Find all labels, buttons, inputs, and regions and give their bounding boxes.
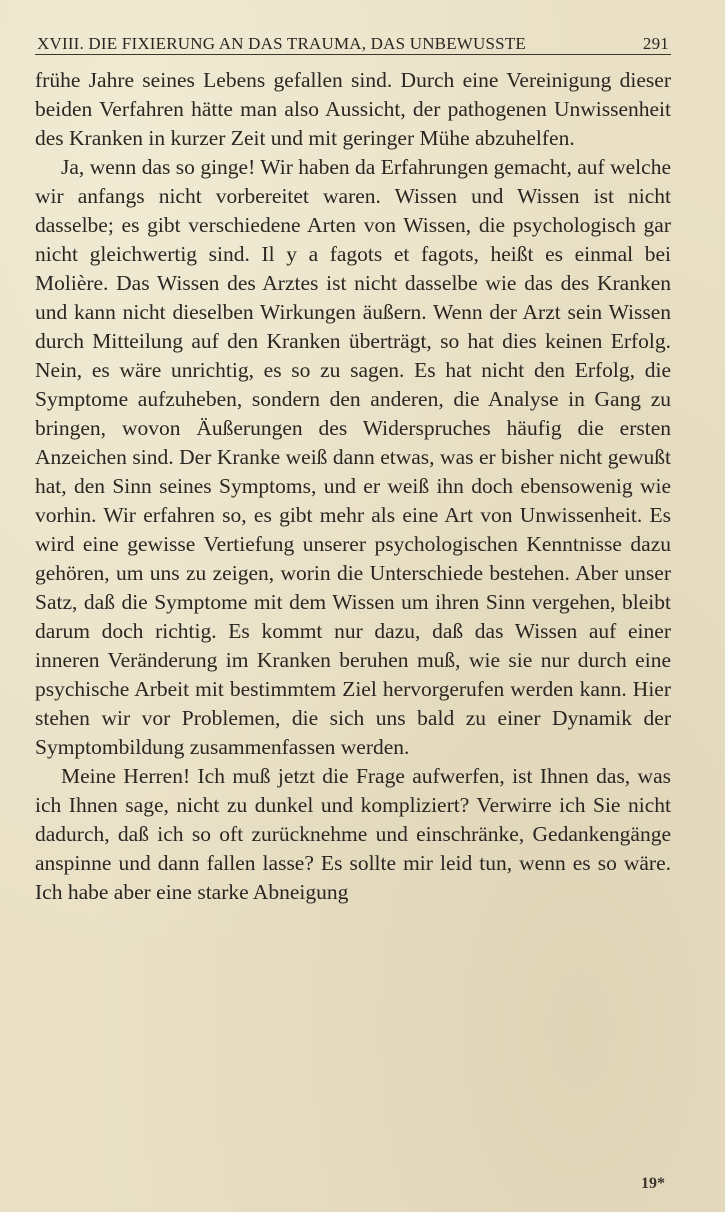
body-text bbox=[35, 66, 671, 907]
signature-mark: 19* bbox=[641, 1175, 665, 1192]
page-number: 291 bbox=[642, 34, 669, 53]
paragraph-continuation: frühe Jahre seines Lebens gefallen sind. Durch eine Vereinigung dieser beiden Verfahren hätte man also Aussicht, der pathogenen Unwissenheit des Kranken in kurzer Zeit und mit geringer Mühe abzuhelfen. bbox=[35, 68, 671, 150]
paragraph: Meine Herren! Ich muß jetzt die Frage aufwerfen, ist Ihnen das, was ich Ihnen sage, nicht zu dunkel und kompliziert? Verwirre ich Sie nicht dadurch, daß ich so oft zurücknehme und einschränke, Gedankengänge anspinne und dann fallen lasse? Es sollte mir leid tun, wenn es so wäre. Ich habe aber eine starke Abneigung bbox=[35, 764, 671, 904]
chapter-title: XVIII. DIE FIXIERUNG AN DAS TRAUMA, DAS UNBEWUSSTE bbox=[37, 34, 526, 53]
running-head bbox=[35, 34, 671, 55]
paragraph: Ja, wenn das so ginge! Wir haben da Erfahrungen gemacht, auf welche wir anfangs nicht vorbereitet waren. Wissen und Wissen ist nicht dasselbe; es gibt verschiedene Arten von Wissen, die psychologisch gar nicht gleichwertig sind. Il y a fagots et fagots, heißt es einmal bei Molière. Das Wissen des Arztes ist nicht dasselbe wie das des Kranken und kann nicht dieselben Wirkungen äußern. Wenn der Arzt sein Wissen durch Mitteilung auf den Kranken überträgt, so hat dies keinen Erfolg. Nein, es wäre unrichtig, es so zu sagen. Es hat nicht den Erfolg, die Symptome aufzuheben, sondern den anderen, die Analyse in Gang zu bringen, wovon Äußerungen des Widerspruches häufig die ersten Anzeichen sind. Der Kranke weiß dann etwas, was er bisher nicht gewußt hat, den Sinn seines Symptoms, und er weiß ihn doch ebensowenig wie vorhin. Wir erfahren so, es gibt mehr als eine Art von Unwissenheit. Es wird eine gewisse Vertiefung unserer psychologischen Kenntnisse dazu gehören, um uns zu zeigen, worin die Unterschiede bestehen. Aber unser Satz, daß die Symptome mit dem Wissen um ihren Sinn vergehen, bleibt darum doch richtig. Es kommt nur dazu, daß das Wissen auf einer inneren Veränderung im Kranken beruhen muß, wie sie nur durch eine psychische Arbeit mit bestimmtem Ziel hervorgerufen werden kann. Hier stehen wir vor Problemen, die sich uns bald zu einer Dynamik der Symptombildung zusammenfassen werden. bbox=[35, 155, 671, 759]
book-page bbox=[35, 34, 671, 1194]
